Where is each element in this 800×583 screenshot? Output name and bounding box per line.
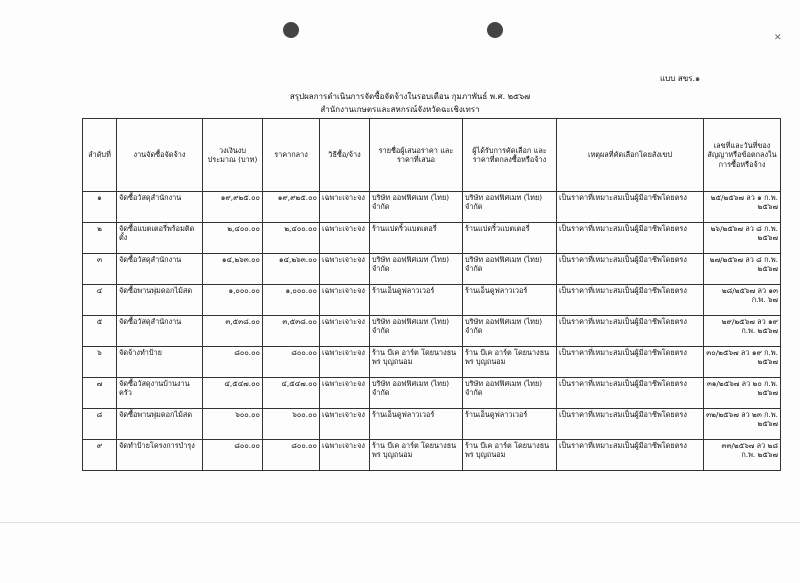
- row-reason: เป็นราคาที่เหมาะสมเป็นผู้มีอาชีพโดยตรง: [557, 254, 704, 285]
- row-item: จัดซื้อวัสดุสำนักงาน: [117, 192, 203, 223]
- row-winner: บริษัท ออฟฟิศเมท (ไทย) จำกัด: [463, 378, 557, 409]
- row-bidder: บริษัท ออฟฟิศเมท (ไทย) จำกัด: [370, 316, 463, 347]
- row-median: ๓,๕๓๘.๐๐: [263, 316, 320, 347]
- header-no: ลำดับที่: [83, 119, 117, 192]
- row-item: จัดซื้อวัสดุสำนักงาน: [117, 316, 203, 347]
- table-row: [83, 378, 781, 409]
- procurement-table: [82, 118, 781, 471]
- row-contract: ๓๓/๒๕๖๗ ลว ๒๘ ก.พ. ๒๕๖๗: [704, 440, 781, 471]
- row-median: ๒,๔๐๐.๐๐: [263, 223, 320, 254]
- header-bidder: รายชื่อผู้เสนอราคา และราคาที่เสนอ: [370, 119, 463, 192]
- row-reason: เป็นราคาที่เหมาะสมเป็นผู้มีอาชีพโดยตรง: [557, 409, 704, 440]
- row-bidder: ร้านเอ็นดูฟลาวเวอร์: [370, 285, 463, 316]
- row-bidder: บริษัท ออฟฟิศเมท (ไทย) จำกัด: [370, 192, 463, 223]
- row-method: เฉพาะเจาะจง: [320, 409, 370, 440]
- row-winner: บริษัท ออฟฟิศเมท (ไทย) จำกัด: [463, 192, 557, 223]
- header-median: ราคากลาง: [263, 119, 320, 192]
- punch-hole-left: [283, 22, 299, 38]
- row-median: ๑,๐๐๐.๐๐: [263, 285, 320, 316]
- table-row: [83, 254, 781, 285]
- row-budget: ๑,๐๐๐.๐๐: [203, 285, 263, 316]
- scan-edge-line: [0, 522, 800, 523]
- form-number: แบบ สขร.๑: [660, 74, 701, 83]
- row-item: จัดซื้อวัสดุสำนักงาน: [117, 254, 203, 285]
- row-bidder: ร้าน บีเค อาร์ต โดยนางธนพร บุญถนอม: [370, 347, 463, 378]
- row-contract: ๒๕/๒๕๖๗ ลว ๑ ก.พ. ๒๕๖๗: [704, 192, 781, 223]
- row-bidder: ร้านเอ็นดูฟลาวเวอร์: [370, 409, 463, 440]
- row-median: ๖๐๐.๐๐: [263, 409, 320, 440]
- row-budget: ๒,๔๐๐.๐๐: [203, 223, 263, 254]
- row-median: ๑๙,๙๒๕.๐๐: [263, 192, 320, 223]
- row-item: จัดซื้อแบตเตอรี่พร้อมติดตั้ง: [117, 223, 203, 254]
- row-number: ๔: [83, 285, 117, 316]
- row-median: ๑๔,๒๖๓.๐๐: [263, 254, 320, 285]
- corner-mark: ✕: [774, 33, 782, 43]
- row-budget: ๓,๕๓๘.๐๐: [203, 316, 263, 347]
- row-method: เฉพาะเจาะจง: [320, 192, 370, 223]
- row-method: เฉพาะเจาะจง: [320, 223, 370, 254]
- header-method: วิธีซื้อ/จ้าง: [320, 119, 370, 192]
- row-reason: เป็นราคาที่เหมาะสมเป็นผู้มีอาชีพโดยตรง: [557, 223, 704, 254]
- row-winner: ร้านแปดริ้วแบตเตอรี่: [463, 223, 557, 254]
- row-bidder: บริษัท ออฟฟิศเมท (ไทย) จำกัด: [370, 254, 463, 285]
- punch-hole-right: [487, 22, 503, 38]
- row-budget: ๑๙,๙๒๕.๐๐: [203, 192, 263, 223]
- row-winner: ร้านเอ็นดูฟลาวเวอร์: [463, 285, 557, 316]
- row-method: เฉพาะเจาะจง: [320, 285, 370, 316]
- row-budget: ๑๔,๒๖๓.๐๐: [203, 254, 263, 285]
- row-item: จัดซื้อพานพุ่มดอกไม้สด: [117, 285, 203, 316]
- table-row: [83, 192, 781, 223]
- row-median: ๘๐๐.๐๐: [263, 347, 320, 378]
- header-winner: ผู้ได้รับการคัดเลือก และราคาที่ตกลงซื้อหรือจ้าง: [463, 119, 557, 192]
- row-winner: ร้าน บีเค อาร์ต โดยนางธนพร บุญถนอม: [463, 440, 557, 471]
- table-row: [83, 347, 781, 378]
- row-number: ๘: [83, 409, 117, 440]
- row-number: ๖: [83, 347, 117, 378]
- table-row: [83, 223, 781, 254]
- row-median: ๘๐๐.๐๐: [263, 440, 320, 471]
- row-winner: ร้านเอ็นดูฟลาวเวอร์: [463, 409, 557, 440]
- row-contract: ๒๗/๒๕๖๗ ลว ๘ ก.พ. ๒๕๖๗: [704, 254, 781, 285]
- row-item: จัดซื้อพานพุ่มดอกไม้สด: [117, 409, 203, 440]
- row-budget: ๘๐๐.๐๐: [203, 347, 263, 378]
- row-reason: เป็นราคาที่เหมาะสมเป็นผู้มีอาชีพโดยตรง: [557, 316, 704, 347]
- row-item: จัดจ้างทำป้าย: [117, 347, 203, 378]
- document-title: สรุปผลการดำเนินการจัดซื้อจัดจ้างในรอบเดือน กุมภาพันธ์ พ.ศ. ๒๕๖๗: [289, 92, 531, 101]
- row-number: ๙: [83, 440, 117, 471]
- row-item: จัดซื้อวัสดุงานบ้านงานครัว: [117, 378, 203, 409]
- row-winner: บริษัท ออฟฟิศเมท (ไทย) จำกัด: [463, 254, 557, 285]
- row-reason: เป็นราคาที่เหมาะสมเป็นผู้มีอาชีพโดยตรง: [557, 192, 704, 223]
- row-reason: เป็นราคาที่เหมาะสมเป็นผู้มีอาชีพโดยตรง: [557, 285, 704, 316]
- row-method: เฉพาะเจาะจง: [320, 347, 370, 378]
- table-row: [83, 440, 781, 471]
- row-winner: ร้าน บีเค อาร์ต โดยนางธนพร บุญถนอม: [463, 347, 557, 378]
- row-contract: ๒๘/๒๕๖๗ ลว ๑๓ ก.พ. ๖๗: [704, 285, 781, 316]
- row-method: เฉพาะเจาะจง: [320, 378, 370, 409]
- row-bidder: บริษัท ออฟฟิศเมท (ไทย) จำกัด: [370, 378, 463, 409]
- row-bidder: ร้าน บีเค อาร์ต โดยนางธนพร บุญถนอม: [370, 440, 463, 471]
- row-budget: ๖๐๐.๐๐: [203, 409, 263, 440]
- row-bidder: ร้านแปดริ้วแบตเตอรี่: [370, 223, 463, 254]
- row-number: ๒: [83, 223, 117, 254]
- row-number: ๓: [83, 254, 117, 285]
- row-contract: ๓๐/๒๕๖๗ ลว ๑๙ ก.พ. ๒๕๖๗: [704, 347, 781, 378]
- row-number: ๕: [83, 316, 117, 347]
- row-number: ๗: [83, 378, 117, 409]
- row-contract: ๓๒/๒๕๖๗ ลว ๒๓ ก.พ. ๒๕๖๗: [704, 409, 781, 440]
- header-contract: เลขที่และวันที่ของสัญญาหรือข้อตกลงในการซื้อหรือจ้าง: [704, 119, 781, 192]
- header-reason: เหตุผลที่คัดเลือกโดยสังเขป: [557, 119, 704, 192]
- row-reason: เป็นราคาที่เหมาะสมเป็นผู้มีอาชีพโดยตรง: [557, 440, 704, 471]
- row-contract: ๒๙/๒๕๖๗ ลว ๑๙ ก.พ. ๒๕๖๗: [704, 316, 781, 347]
- table-row: [83, 316, 781, 347]
- table-row: [83, 285, 781, 316]
- row-winner: บริษัท ออฟฟิศเมท (ไทย) จำกัด: [463, 316, 557, 347]
- row-method: เฉพาะเจาะจง: [320, 316, 370, 347]
- row-budget: ๔,๕๔๗.๐๐: [203, 378, 263, 409]
- table-row: [83, 409, 781, 440]
- row-reason: เป็นราคาที่เหมาะสมเป็นผู้มีอาชีพโดยตรง: [557, 378, 704, 409]
- row-median: ๔,๕๔๗.๐๐: [263, 378, 320, 409]
- row-budget: ๘๐๐.๐๐: [203, 440, 263, 471]
- row-method: เฉพาะเจาะจง: [320, 440, 370, 471]
- header-budget: วงเงินงบประมาณ (บาท): [203, 119, 263, 192]
- header-item: งานจัดซื้อจัดจ้าง: [117, 119, 203, 192]
- row-reason: เป็นราคาที่เหมาะสมเป็นผู้มีอาชีพโดยตรง: [557, 347, 704, 378]
- row-contract: ๓๑/๒๕๖๗ ลว ๒๐ ก.พ. ๒๕๖๗: [704, 378, 781, 409]
- table-header-row: [83, 119, 781, 192]
- row-number: ๑: [83, 192, 117, 223]
- document-subtitle: สำนักงานเกษตรและสหกรณ์จังหวัดฉะเชิงเทรา: [320, 105, 480, 114]
- row-contract: ๒๖/๒๕๖๗ ลว ๘ ก.พ. ๒๕๖๗: [704, 223, 781, 254]
- row-method: เฉพาะเจาะจง: [320, 254, 370, 285]
- row-item: จัดทำป้ายโครงการบำรุง: [117, 440, 203, 471]
